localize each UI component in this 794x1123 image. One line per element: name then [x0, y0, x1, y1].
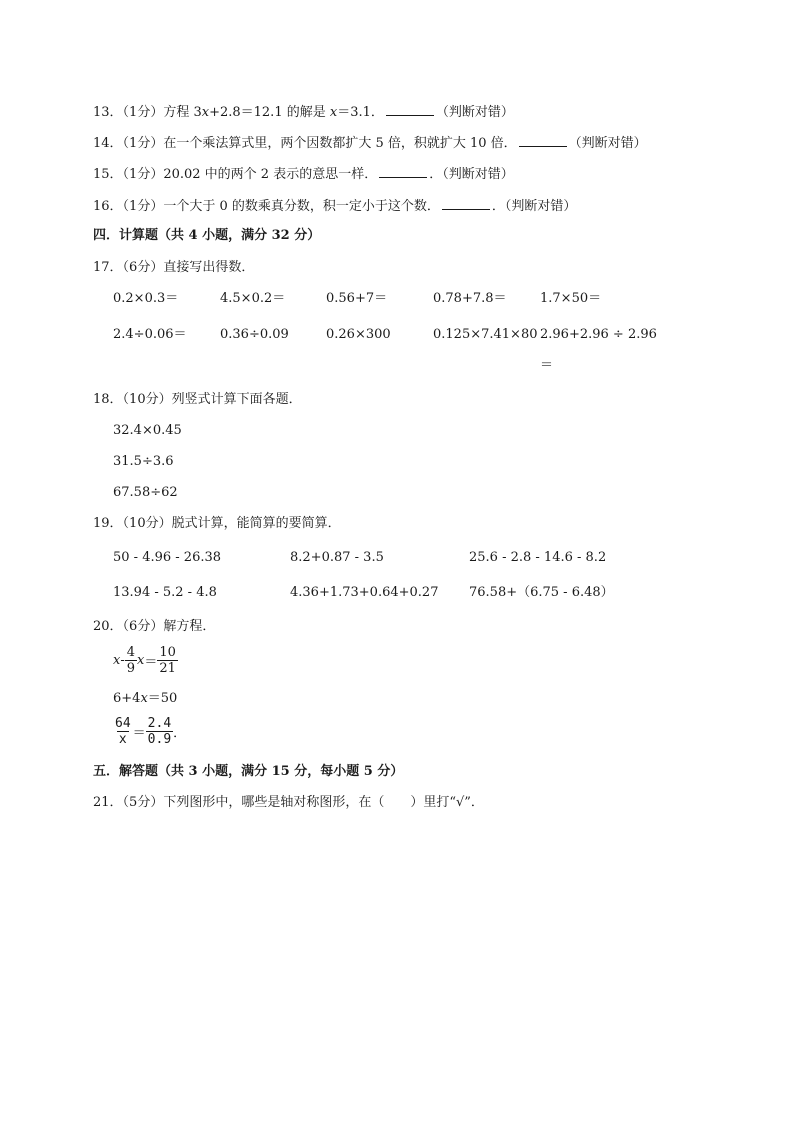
denominator: x: [118, 732, 127, 747]
expression: 0.36÷0.09: [220, 327, 289, 342]
numerator: 10: [159, 645, 176, 660]
question-number: 19．: [93, 516, 123, 531]
equals-sign: ＝: [540, 358, 554, 373]
numerator: 4: [126, 645, 136, 660]
question-number: 21．: [93, 795, 123, 810]
expression: 0.2×0.3＝: [113, 291, 179, 306]
expression: ＝50: [147, 691, 178, 706]
question-18: [93, 392, 302, 408]
expression: 0.26×300: [326, 327, 391, 342]
variable: x: [201, 105, 210, 120]
fraction: [146, 716, 173, 747]
question-19: [93, 516, 341, 532]
expression: 25.6 - 2.8 - 14.6 - 8.2: [469, 550, 607, 565]
equation-2: [113, 691, 177, 707]
numerator: 2.4: [147, 716, 172, 731]
expression: 4.5×0.2＝: [220, 291, 286, 306]
question-16: [93, 197, 576, 215]
expression: 2.4÷0.06＝: [113, 327, 187, 342]
question-text: 方程 3: [163, 105, 202, 120]
expression: 0.56+7＝: [326, 291, 388, 306]
question-score: （6分）: [122, 260, 164, 275]
denominator: 21: [159, 661, 176, 676]
expression: 13.94 - 5.2 - 4.8: [113, 585, 217, 600]
variable: x: [137, 653, 145, 668]
question-15: [93, 165, 514, 183]
question-text: ＝3.1．: [337, 105, 384, 120]
question-text: +2.8＝12.1 的解是: [209, 105, 330, 120]
question-text: 20.02 中的两个 2 表示的意思一样．: [163, 167, 378, 182]
question-score: （1分）: [122, 199, 164, 214]
judge-hint: ．（判断对错）: [429, 167, 514, 182]
expression: 0.78+7.8＝: [433, 291, 507, 306]
punctuation: ．: [173, 726, 187, 741]
variable: x: [140, 691, 148, 706]
answer-blank[interactable]: [386, 103, 434, 116]
answer-blank[interactable]: [379, 165, 427, 178]
expression: 76.58+（6.75 - 6.48）: [469, 585, 614, 600]
question-text: 列竖式计算下面各题．: [171, 392, 302, 407]
operator: ＝: [144, 655, 158, 670]
expression: 6+4: [113, 691, 141, 706]
question-score: （1分）: [122, 167, 164, 182]
expression: 32.4×0.45: [113, 423, 182, 438]
numerator: 64: [115, 716, 131, 731]
section-heading: 四．计算题（共 4 小题，满分 32 分）: [93, 228, 321, 243]
expression: 67.58÷62: [113, 485, 178, 500]
operator: ＝: [132, 726, 146, 741]
equation-1: [113, 645, 178, 676]
equation-3: [113, 716, 186, 747]
variable: x: [113, 653, 121, 668]
question-score: （1分）: [122, 136, 164, 151]
answer-blank[interactable]: [442, 197, 490, 210]
question-text: 解方程．: [163, 619, 216, 634]
question-20: [93, 619, 215, 635]
question-number: 20．: [93, 619, 123, 634]
expression: 0.125×7.41×80: [433, 327, 538, 342]
section-heading: 五．解答题（共 3 小题，满分 15 分，每小题 5 分）: [93, 764, 404, 779]
denominator: 9: [126, 661, 136, 676]
question-number: 16．: [93, 199, 123, 214]
fraction: [113, 716, 133, 747]
question-number: 13．: [93, 105, 123, 120]
fraction: [125, 645, 137, 676]
answer-blank[interactable]: [519, 134, 567, 147]
question-text: 脱式计算，能简算的要简算．: [171, 516, 341, 531]
variable: x: [329, 105, 338, 120]
question-score: （10分）: [122, 516, 172, 531]
question-score: （5分）: [122, 795, 164, 810]
question-21: [93, 795, 484, 811]
question-number: 14．: [93, 136, 123, 151]
fraction: [157, 645, 178, 676]
question-text: 下列图形中，哪些是轴对称图形，在（ ）里打“√”．: [163, 795, 484, 810]
expression: 2.96+2.96 ÷ 2.96: [540, 327, 657, 342]
question-score: （10分）: [122, 392, 172, 407]
question-text: 在一个乘法算式里，两个因数都扩大 5 倍，积就扩大 10 倍．: [163, 136, 517, 151]
question-text: 一个大于 0 的数乘真分数，积一定小于这个数．: [163, 199, 440, 214]
question-number: 15．: [93, 167, 123, 182]
expression: 8.2+0.87 - 3.5: [290, 550, 384, 565]
expression: 1.7×50＝: [540, 291, 602, 306]
question-13: [93, 103, 514, 121]
question-14: [93, 134, 647, 152]
question-score: （1分）: [122, 105, 164, 120]
question-number: 18．: [93, 392, 123, 407]
question-score: （6分）: [122, 619, 164, 634]
question-number: 17．: [93, 260, 123, 275]
judge-hint: ．（判断对错）: [491, 199, 577, 214]
question-text: 直接写出得数．: [163, 260, 255, 275]
denominator: 0.9: [147, 732, 172, 747]
expression: 31.5÷3.6: [113, 454, 174, 469]
expression: 4.36+1.73+0.64+0.27: [290, 585, 439, 600]
expression: 50 - 4.96 - 26.38: [113, 550, 222, 565]
operator: -: [120, 653, 125, 668]
question-17: [93, 260, 254, 276]
judge-hint: （判断对错）: [435, 105, 514, 120]
judge-hint: （判断对错）: [568, 136, 647, 151]
